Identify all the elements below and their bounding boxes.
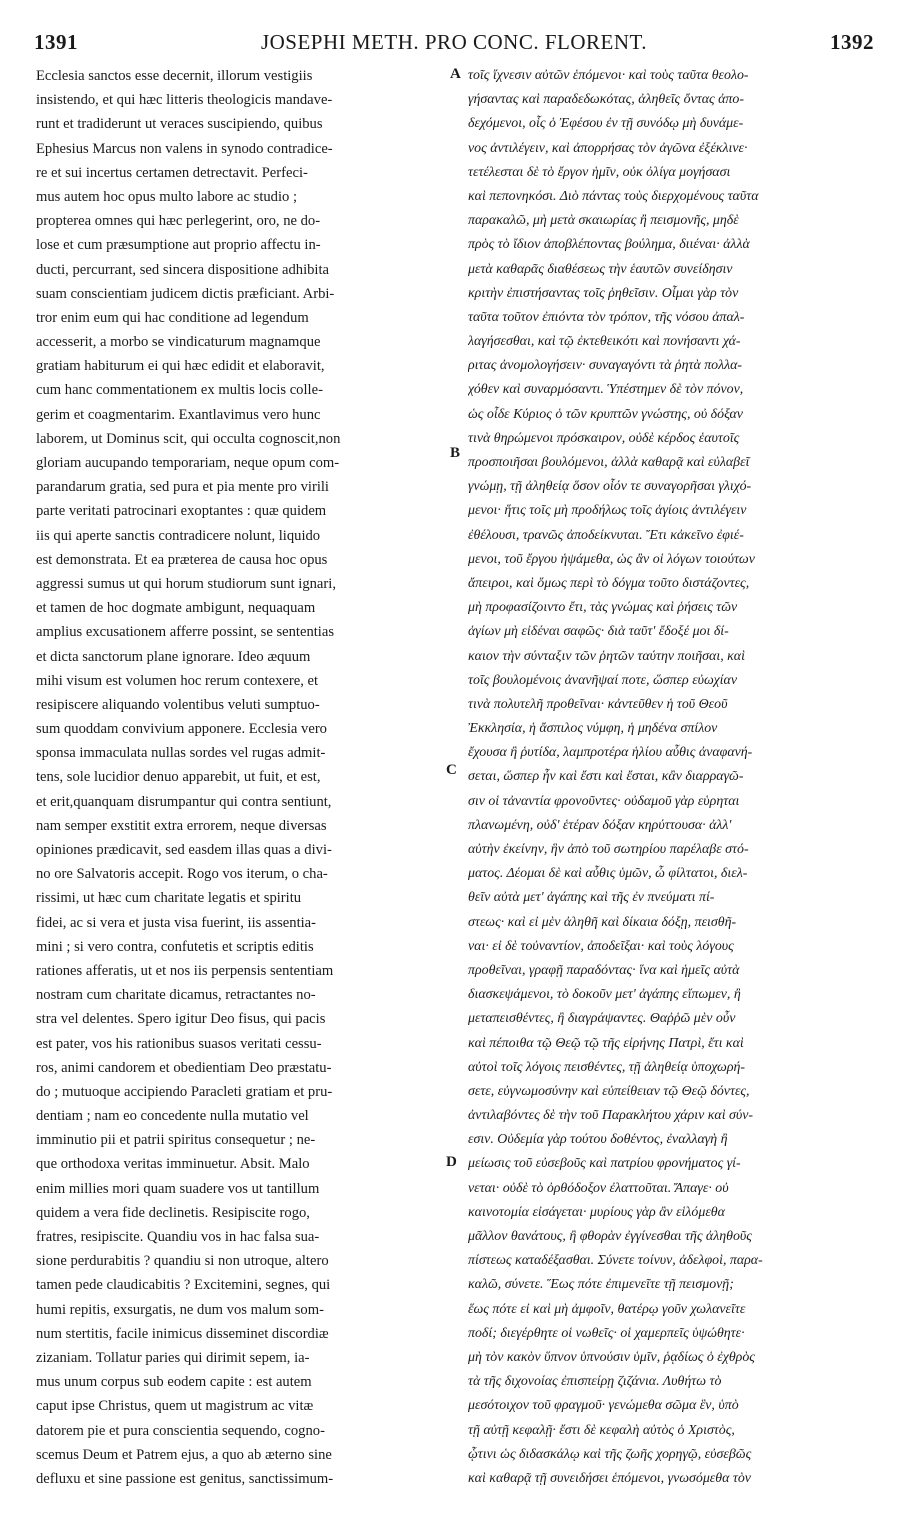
greek-text-line: ποδί; διεγέρθητε οἱ νωθεῖς· οἱ χαμερπεῖς ὑψώθητε·: [468, 1325, 745, 1341]
latin-text-line: caput ipse Christus, quem ut magistrum ac vitæ: [36, 1398, 314, 1415]
latin-text-line: resipiscere aliquando volentibus veluti sumptuo-: [36, 696, 320, 713]
greek-text-line: προσποιῆσαι βουλόμενοι, ἀλλὰ καθαρᾷ καὶ εὐλαβεῖ: [468, 455, 750, 470]
page-number-left: 1391: [34, 30, 78, 54]
latin-text-line: scemus Deum et Patrem ejus, a quo ab æterno sine: [36, 1446, 332, 1463]
greek-text-line: ἕως πότε εἰ καὶ μὴ ἀμφοῖν, θατέρῳ γοῦν χωλανεῖτε: [468, 1301, 746, 1317]
latin-text-line: tens, sole lucidior denuo apparebit, ut fuit, et est,: [36, 769, 321, 786]
greek-text-line: σιν οἱ τἀναντία φρονοῦντες· οὐδαμοῦ γὰρ εὑρηται: [468, 793, 740, 809]
greek-text-line: Ἐκκλησία, ἡ ἄσπιλος νύμφη, ἡ μηδένα σπίλον: [468, 721, 718, 737]
greek-text-line: λαγήσεσθαι, καὶ τῷ ἐκτεθεικότι καὶ πονήσαντι χά-: [468, 334, 741, 350]
greek-text-line: μὴ προφασίζοιντο ἔτι, τὰς γνώμας καὶ ῥήσεις τῶν: [468, 600, 738, 616]
latin-text-line: zizaniam. Tollatur paries qui dirimit sepem, ia-: [36, 1349, 310, 1366]
latin-text-line: mus autem hoc opus multo labore ac studio ;: [36, 188, 298, 205]
latin-text-line: parte veritati patrocinari exoptantes : quæ quidem: [36, 503, 327, 520]
greek-text-line: διασκεψάμενοι, τὸ δοκοῦν μετ' ἀγάπης εἴπωμεν, ἢ: [468, 987, 741, 1003]
greek-text-line: νεται· οὐδὲ τὸ ὀρθόδοξον ἐλαττοῦται. Ἄπαγε· οὐ: [468, 1180, 729, 1196]
greek-text-line: στεως· καὶ εἰ μὲν ἀληθῆ καὶ δίκαια δόξῃ, πεισθῆ-: [468, 914, 737, 930]
latin-text-line: dentiam ; nam eo concedente nulla mutatio vel: [36, 1108, 309, 1125]
latin-text-line: enim millies mori quam suadere vos ut tantillum: [36, 1180, 320, 1197]
greek-text-line: τινὰ πολυτελῆ προθεῖναι· κἀντεῦθεν ἡ τοῦ Θεοῦ: [468, 696, 728, 712]
latin-text-line: stra vel delentes. Spero igitur Deo fisus, qui pacis: [36, 1011, 326, 1028]
greek-text-line: μᾶλλον θανάτους, ἢ φθορὰν ἐγγίνεσθαι τῆς ἀληθοῦς: [468, 1229, 752, 1244]
latin-text-line: ducti, percurrant, sed sincera dispositione adhibita: [36, 261, 330, 278]
latin-text-line: ros, animi candorem et obedientiam Deo præstatu-: [36, 1059, 332, 1076]
latin-text-line: cum hanc commentationem ex multis locis colle-: [36, 382, 323, 399]
latin-text-line: mihi visum est volumen hoc rerum contexere, et: [36, 672, 319, 689]
greek-text-line: παρακαλῶ, μὴ μετὰ σκαιωρίας ἢ πεισμονῆς, μηδὲ: [468, 213, 739, 229]
latin-text-line: amplius excusationem afferre possint, se sententias: [36, 624, 335, 641]
greek-text-line: καινοτομία εἰσάγεται· μυρίους γὰρ ἂν εἱλόμεθα: [468, 1204, 725, 1220]
latin-text-line: humi repitis, exsurgatis, ne dum vos malum som-: [36, 1301, 324, 1318]
greek-text-line: μεταπεισθέντες, ἢ διαγράψαντες. Θαῤῥῶ μὲν οὖν: [468, 1011, 736, 1027]
latin-text-line: insistendo, et qui hæc litteris theologicis mandave-: [36, 92, 333, 109]
latin-text-line: nostram cum charitate dicamus, retractantes no-: [36, 987, 316, 1004]
greek-text-line: ἐθέλουσι, τρανῶς ἀποδείκνυται. Ἔτι κἀκεῖνο ἐφιέ-: [468, 527, 744, 543]
latin-text-line: iis qui aperte sanctis contradicere nolunt, liquido: [36, 527, 321, 544]
latin-text-line: gratiam habiturum ei qui hæc edidit et elaboravit,: [36, 358, 325, 375]
latin-text-line: gerim et coagmentarim. Exantlavimus vero hunc: [36, 406, 321, 423]
greek-text-line: χόθεν καὶ συναρμόσαντι. Ὑπέστημεν δὲ τὸν πόνον,: [468, 382, 744, 398]
greek-text-line: μὴ τὸν κακὸν ὕπνον ὑπνούσιν ὑμῖν, ῥᾳδίως ὁ ἐχθρὸς: [468, 1349, 755, 1365]
greek-text-line: ναι· εἰ δὲ τοὐναντίον, ἀποδεῖξαι· καὶ τοὺς λόγους: [468, 938, 734, 954]
greek-text-line: γνώμῃ, τῇ ἀληθείᾳ ὅσον οἷόν τε συναγορῆσαι γλιχό-: [468, 479, 752, 495]
latin-text-line: et erit,quanquam disrumpantur qui contra sentiunt,: [36, 793, 332, 810]
greek-text-line: μενοι, τοῦ ἔργου ἡψάμεθα, ὡς ἂν οἱ λόγων τοιούτων: [468, 551, 755, 567]
latin-text-line: runt et tradiderunt ut veraces suscipiendo, quibus: [36, 116, 323, 133]
latin-text-line: re et sui incertus certamen detrectavit. Perfeci-: [36, 164, 308, 181]
latin-text-line: aggressi sumus ut qui horum studiorum sunt ignari,: [36, 575, 336, 592]
greek-text-line: πλανωμένη, οὐδ' ἑτέραν δόξαν κηρύττουσα· ἀλλ': [468, 817, 732, 833]
greek-text-line: ριτας ἀνομολογήσειν· συναγαγόντι τὰ ῥητὰ πολλα-: [468, 358, 743, 374]
greek-text-line: σεται, ὥσπερ ἦν καὶ ἔστι καὶ ἔσται, κἂν διαρραγῶ-: [468, 769, 744, 785]
greek-text-line: καὶ πεπονηκόσι. Διὸ πάντας τοὺς διερχομένους ταῦτα: [468, 188, 759, 204]
latin-text-line: defluxu et sine passione est genitus, sanctissimum-: [36, 1470, 334, 1487]
latin-text-line: propterea omnes qui hæc perlegerint, oro, ne do-: [36, 213, 321, 230]
latin-text-line: lose et cum præsumptione aut proprio affectu in-: [36, 237, 321, 254]
latin-text-line: mini ; si vero contra, confutetis et scriptis editis: [36, 938, 314, 955]
latin-text-line: nam semper exstitit extra errorem, neque diversas: [36, 817, 327, 834]
latin-text-line: parandarum gratia, sed pura et pia mente pro virili: [36, 479, 329, 496]
latin-text-line: et dicta sanctorum plane ignorare. Ideo æquum: [36, 648, 311, 665]
greek-text-line: κριτὴν ἐπιστήσαντας τοῖς ῥηθεῖσιν. Οἶμαι γὰρ τὸν: [468, 285, 739, 301]
greek-text-line: τῇ αὐτῇ κεφαλῇ· ἔστι δὲ κεφαλὴ αὐτὸς ὁ Χριστὸς,: [468, 1422, 735, 1438]
latin-text-line: fratres, resipiscite. Quandiu vos in hac falsa sua-: [36, 1229, 320, 1245]
latin-text-line: datorem pie et pura conscientia sequendo, cogno-: [36, 1422, 325, 1439]
latin-text-line: gloriam aucupando temporariam, neque opum com-: [36, 455, 340, 471]
section-marker-c: C: [446, 762, 457, 778]
greek-text-line: ᾧτινι ὡς διδασκάλῳ καὶ τῆς ζωῆς χορηγῷ, εὐσεβῶς: [468, 1446, 752, 1462]
greek-text-line: ἔχουσα ἢ ῥυτίδα, λαμπροτέρα ἡλίου αὖθις ἀναφανή-: [468, 745, 753, 761]
greek-text-line: καὶ πέποιθα τῷ Θεῷ τῷ τῆς εἰρήνης Πατρὶ, ἔτι καὶ: [468, 1035, 744, 1051]
greek-text-line: προθεῖναι, γραφῇ παραδόντας· ἵνα καὶ ἡμεῖς αὐτὰ: [468, 962, 740, 978]
latin-text-line: sum quoddam convivium apponere. Ecclesia vero: [36, 721, 327, 738]
latin-text-line: tror enim eum qui hac conditione ad legendum: [36, 309, 309, 326]
section-marker-b: B: [450, 445, 461, 461]
latin-text-line: rissimi, ut hæc cum charitate legatis et spiritu: [36, 890, 302, 907]
page-number-right: 1392: [830, 30, 874, 54]
greek-text-line: δεχόμενοι, οἷς ὁ Ἐφέσου ἐν τῇ συνόδῳ μὴ δυνάμε-: [468, 116, 744, 132]
latin-text-line: tamen pede claudicabitis ? Excitemini, segnes, qui: [36, 1277, 331, 1294]
greek-text-line: καλῶ, σύνετε. Ἕως πότε ἐπιμενεῖτε τῇ πεισμονῇ;: [468, 1277, 734, 1293]
greek-text-line: αὐτοὶ τοῖς λόγοις πεισθέντες, τῇ ἀληθείᾳ ὑποχωρή-: [468, 1059, 746, 1075]
latin-text-line: Ephesius Marcus non valens in synodo contradice-: [36, 140, 333, 157]
greek-text-line: μείωσις τοῦ εὐσεβοῦς καὶ πατρίου φρονήματος γί-: [468, 1156, 741, 1172]
greek-text-line: ἀντιλαβόντες δὲ τὴν τοῦ Παρακλήτου χάριν καὶ σύν-: [468, 1108, 754, 1124]
running-header: [34, 30, 874, 60]
latin-text-line: sione perdurabitis ? quandiu si non utroque, altero: [36, 1253, 329, 1270]
greek-text-line: σετε, εὐγνωμοσύνην καὶ εὐπείθειαν τῷ Θεῷ δόντες,: [468, 1083, 750, 1099]
section-marker-a: A: [450, 66, 461, 82]
greek-text-line: καιον τὴν σύνταξιν τῶν ῥητῶν ταύτην ποιῆσαι, καὶ: [468, 648, 745, 664]
greek-text-line: πίστεως καταδέξασθαι. Σύνετε τοίνυν, ἀδελφοὶ, παρα-: [468, 1253, 763, 1269]
greek-text-line: τετέλεσται δὲ τὸ ἔργον ἡμῖν, οὐκ ὀλίγα μογήσασι: [468, 164, 731, 180]
greek-text-line: γήσαντας καὶ παραδεδωκότας, ἀληθεῖς ὄντας ἀπο-: [468, 92, 744, 108]
latin-text-line: suam conscientiam judicem dictis præficiant. Arbi-: [36, 285, 335, 302]
greek-text-line: μετὰ καθαρᾶς διαθέσεως τὴν ἑαυτῶν συνείδησιν: [468, 261, 733, 277]
greek-text-line: εσιν. Οὐδεμία γὰρ τούτου δοθέντος, ἐναλλαγὴ ἢ: [468, 1132, 728, 1148]
greek-text-line: νος ἀντιλέγειν, καὶ ἀπορρήσας τὸν ἀγῶνα ἐξέκλινε·: [468, 140, 748, 156]
latin-text-line: do ; mutuoque accipiendo Paracleti gratiam et pru-: [36, 1083, 333, 1100]
greek-text-line: τοῖς βουλομένοις ἀνανῆψαί ποτε, ὥσπερ εὐωχίαν: [468, 672, 737, 688]
greek-text-line: ὡς οἶδε Κύριος ὁ τῶν κρυπτῶν γνώστης, οὐ δόξαν: [468, 406, 743, 422]
latin-text-line: imminutio pii et patrii spiritus consequetur ; ne-: [36, 1132, 316, 1149]
greek-column: [468, 64, 886, 1491]
latin-column: [36, 64, 444, 1491]
greek-text-line: καὶ καθαρᾷ τῇ συνειδήσει ἑπόμενοι, γνωσόμεθα τὸν: [468, 1470, 751, 1486]
latin-text-line: et tamen de hoc dogmate ambigunt, nequaquam: [36, 600, 316, 617]
latin-text-line: est demonstrata. Et ea præterea de causa hoc opus: [36, 551, 328, 568]
greek-text-line: ταῦτα τοῦτον ἐπιόντα τὸν τρόπον, τῆς νόσου ἀπαλ-: [468, 309, 745, 325]
latin-text-line: opiniones prædicavit, sed easdem illas quas a divi-: [36, 842, 332, 858]
latin-text-line: accesserit, a morbo se vindicaturum magnamque: [36, 334, 321, 351]
latin-text-line: fidei, ac si vera et justa visa fuerint, iis assentia-: [36, 914, 317, 931]
greek-text-line: τοῖς ἴχνεσιν αὐτῶν ἑπόμενοι· καὶ τοὺς ταῦτα θεολο-: [468, 68, 749, 83]
latin-text-line: que orthodoxa veritas imminuetur. Absit. Malo: [36, 1156, 310, 1173]
latin-text-line: rationes afferatis, ut et nos iis perpensis sententiam: [36, 962, 334, 979]
latin-text-line: est pater, vos his rationibus suasos veritati cessu-: [36, 1035, 322, 1052]
latin-text-line: quidem a vera fide declinetis. Resipiscite rogo,: [36, 1204, 310, 1221]
latin-text-line: no ore Salvatoris accepit. Rogo vos iterum, o cha-: [36, 866, 328, 883]
greek-text-line: μεσότοιχον τοῦ φραγμοῦ· γενώμεθα σῶμα ἓν, ὑπὸ: [468, 1398, 739, 1414]
running-title: JOSEPHI METH. PRO CONC. FLORENT.: [260, 30, 648, 54]
greek-text-line: θεῖν αὐτὰ μετ' ἀγάπης καὶ τῆς ἐν πνεύματι πί-: [468, 890, 715, 906]
greek-text-line: ἄπειροι, καὶ ὅμως περὶ τὸ δόγμα τοῦτο διστάζοντες,: [468, 575, 750, 591]
latin-text-line: sponsa immaculata nullas sordes vel rugas admit-: [36, 745, 326, 762]
greek-text-line: ματος. Δέομαι δὲ καὶ αὖθις ὑμῶν, ὦ φίλτατοι, διελ-: [468, 866, 748, 882]
latin-text-line: laborem, ut Dominus scit, qui occulta cognoscit,non: [36, 430, 341, 447]
latin-text-line: mus unum corpus sub eodem capite : est autem: [36, 1374, 312, 1391]
greek-text-line: τινὰ θηρώμενοι πρόσκαιρον, οὐδὲ κέρδος ἑαυτοῖς: [468, 430, 740, 446]
greek-text-line: αὐτὴν ἐκείνην, ἣν ἀπὸ τοῦ σωτηρίου παρέλαβε στό-: [468, 842, 749, 857]
greek-text-line: μενοι· ἥτις τοῖς μὴ προδήλως τοῖς ἁγίοις ἀντιλέγειν: [468, 503, 747, 519]
greek-text-line: πρὸς τὸ ἴδιον ἀποβλέποντας βούλημα, διιέναι· ἀλλὰ: [468, 237, 750, 253]
greek-text-line: ἁγίων μὴ εἰδέναι σαφῶς· διὰ ταῦτ' ἔδοξέ μοι δί-: [468, 624, 729, 640]
section-marker-d: D: [446, 1154, 457, 1170]
greek-text-line: τὰ τῆς διχονοίας ἐπισπείρῃ ζιζάνια. Λυθήτω τὸ: [468, 1374, 722, 1390]
latin-text-line: Ecclesia sanctos esse decernit, illorum vestigiis: [36, 68, 313, 84]
latin-text-line: num stertitis, facile inimicus disseminet discordiæ: [36, 1325, 329, 1342]
